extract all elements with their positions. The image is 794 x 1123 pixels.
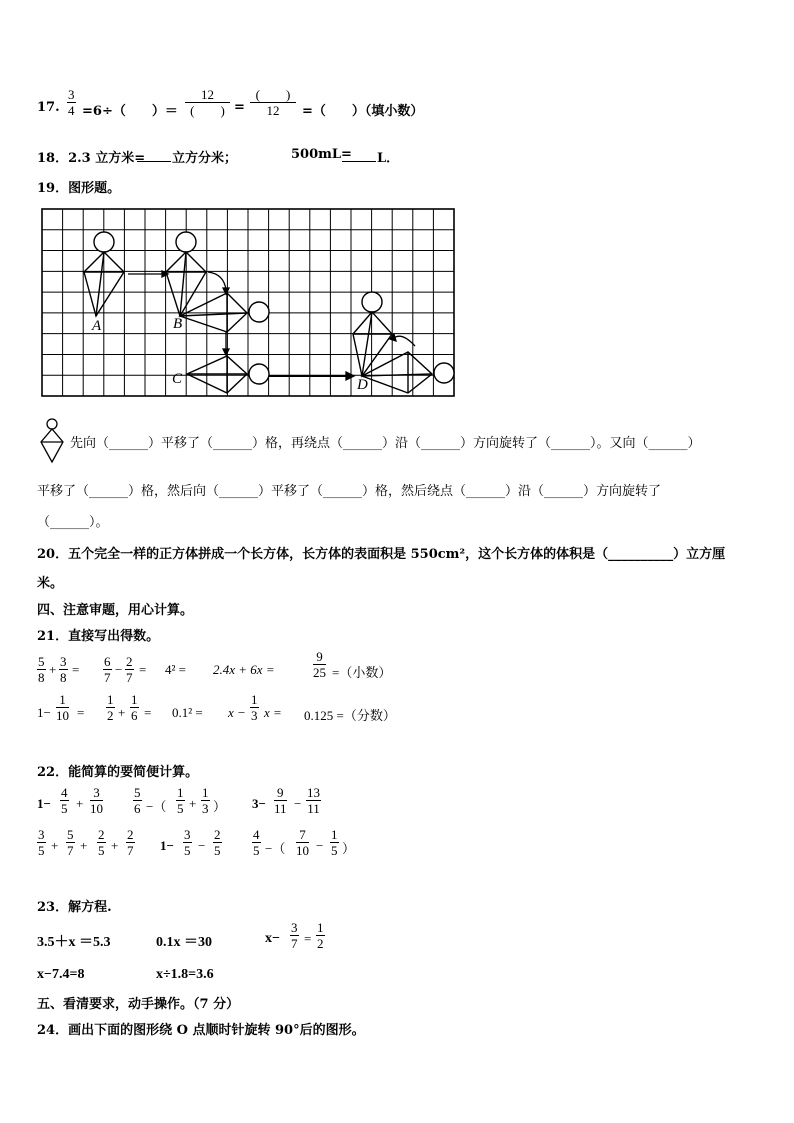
rotate-arrow-1: [208, 272, 226, 290]
q19-title: 19．图形题。: [37, 181, 121, 196]
q23-eq-5: x÷1.8=3.6: [156, 967, 214, 982]
q24-text: 24．画出下面的图形绕 O 点顺时针旋转 90°后的图形。: [37, 1023, 365, 1038]
q23-title: 23．解方程.: [37, 900, 112, 915]
rotate-arrow-2: [394, 336, 415, 346]
q18-text: 18．2.3 立方米=: [37, 151, 146, 166]
q21-like-terms: 2.4x + 6x =: [213, 662, 275, 677]
label-a: A: [92, 318, 102, 334]
q22-title: 22．能简算的要简便计算。: [37, 765, 199, 780]
q18-unit-2: L．: [377, 151, 400, 166]
q19-line-1: 先向（______）平移了（______）格，再绕点（______）沿（______）方向旋转了（______）。又向（______）: [70, 436, 701, 451]
q23-eq-2: 0.1x ＝30: [156, 935, 212, 950]
q17-tail: =（ ）（填小数）: [302, 104, 424, 119]
q17-expr-1: =6÷（ ）＝: [82, 104, 178, 119]
label-c: C: [172, 371, 183, 387]
section-5-heading: 五、看清要求，动手操作。（7 分）: [37, 997, 240, 1012]
q17-fraction-2: 12 ( ): [185, 88, 230, 117]
q21-title: 21．直接写出得数。: [37, 629, 160, 644]
q18-text-2: 500mL=: [291, 147, 352, 162]
q23-eq-1: 3.5＋x ＝5.3: [37, 935, 111, 950]
shape-d: [353, 292, 454, 393]
q18-blank-1[interactable]: [137, 147, 171, 162]
q18-blank-2[interactable]: [342, 147, 376, 162]
section-4-heading: 四、注意审题，用心计算。: [37, 603, 194, 618]
q19-line-3: （______）。: [37, 515, 109, 530]
q17-fraction-1: $\frac{3}{4}$: [68, 87, 75, 118]
q17-number: 17.: [37, 100, 60, 115]
small-kite-shape-icon: [38, 416, 66, 468]
q21-power: 4² =: [165, 662, 186, 677]
q19-line-2: 平移了（______）格，然后向（______）平移了（______）格，然后绕点（______）沿（______）方向旋转了: [37, 484, 662, 499]
q20-line-2: 米。: [37, 576, 64, 591]
label-d: D: [357, 377, 368, 393]
q18-unit-1: 立方分米；: [172, 151, 238, 166]
q23-eq-4: x−7.4=8: [37, 967, 85, 982]
q19-grid-figure: [40, 206, 458, 400]
label-b: B: [173, 316, 183, 332]
q17-fraction-3: ( ) 12: [250, 88, 296, 117]
q17-equals: =: [234, 100, 245, 115]
q20-line-1: 20．五个完全一样的正方体拼成一个长方体，长方体的表面积是 550cm²，这个长方体的体积是（__________）立方厘: [37, 547, 726, 562]
shape-c: [187, 356, 269, 393]
